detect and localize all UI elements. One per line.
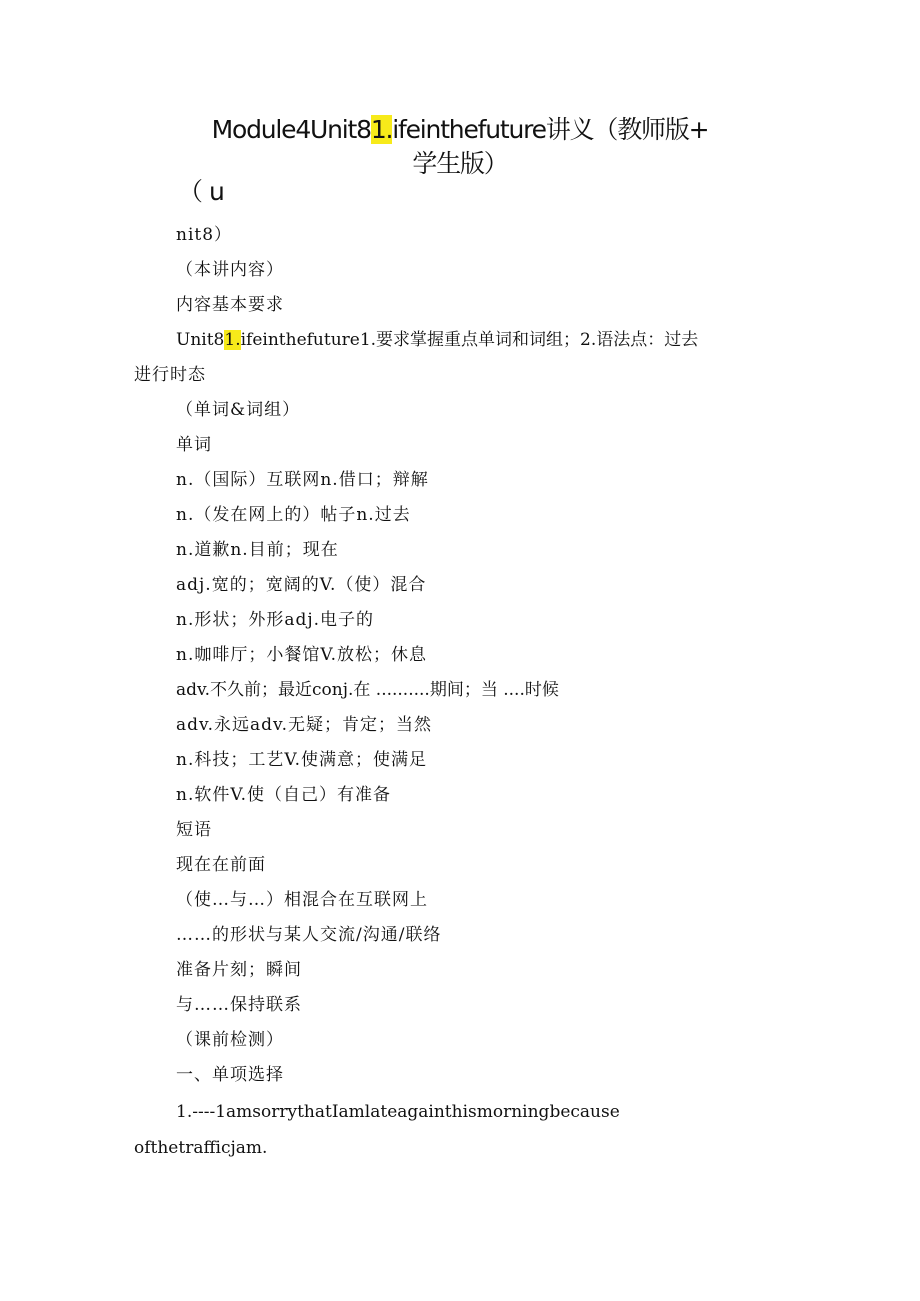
phrase-entry: 与……保持联系 <box>176 995 302 1015</box>
question-1-line-2: ofthetrafficjam. <box>134 1138 268 1158</box>
req-suffix: ifeinthefuture1.要求掌握重点单词和词组；2.语法点：过去 <box>240 330 699 350</box>
word-entry: adv.不久前；最近conj.在 ..........期间；当 ....时候 <box>176 680 559 700</box>
word-entry: adv.永远adv.无疑；肯定；当然 <box>176 715 433 735</box>
word-entry: n.软件V.使（自己）有准备 <box>176 785 392 805</box>
title-line-1 <box>150 112 770 148</box>
single-choice-heading: 一、单项选择 <box>176 1065 284 1085</box>
word-entry: n.道歉n.目前；现在 <box>176 540 339 560</box>
req-highlight: 1. <box>224 330 241 350</box>
requirements-line-1 <box>176 328 698 352</box>
phrase-entry: 现在在前面 <box>176 855 266 875</box>
paren-u: （u <box>178 177 231 206</box>
title-line-2: 学生版） <box>412 149 508 178</box>
phrase-entry: 准备片刻；瞬间 <box>176 960 302 980</box>
word-entry: n.形状；外形adj.电子的 <box>176 610 375 630</box>
title-highlight: 1. <box>370 115 393 144</box>
section-content-heading: （本讲内容） <box>176 260 284 280</box>
requirements-header: 内容基本要求 <box>176 295 284 315</box>
section-words-heading: （单词&词组） <box>176 400 301 420</box>
phrases-header: 短语 <box>176 820 212 840</box>
word-entry: n.（国际）互联网n.借口；辩解 <box>176 470 429 490</box>
question-1-line-1: 1.----1amsorrythatIamlateagainthismorningbecause <box>176 1102 620 1122</box>
phrase-entry: ……的形状与某人交流/沟通/联络 <box>176 925 442 945</box>
section-check-heading: （课前检测） <box>176 1030 284 1050</box>
req-prefix: Unit8 <box>176 330 225 350</box>
word-entry: adj.宽的；宽阔的V.（使）混合 <box>176 575 427 595</box>
word-entry: n.科技；工艺V.使满意；使满足 <box>176 750 428 770</box>
unit-label: nit8） <box>176 225 233 245</box>
words-header: 单词 <box>176 435 212 455</box>
word-entry: n.咖啡厅；小餐馆V.放松；休息 <box>176 645 428 665</box>
word-entry: n.（发在网上的）帖子n.过去 <box>176 505 411 525</box>
requirements-line-2: 进行时态 <box>134 365 206 385</box>
title-suffix: ifeinthefuture讲义（教师版+ <box>392 115 709 144</box>
phrase-entry: （使…与…）相混合在互联网上 <box>176 890 428 910</box>
title-prefix: Module4Unit8 <box>211 115 371 144</box>
